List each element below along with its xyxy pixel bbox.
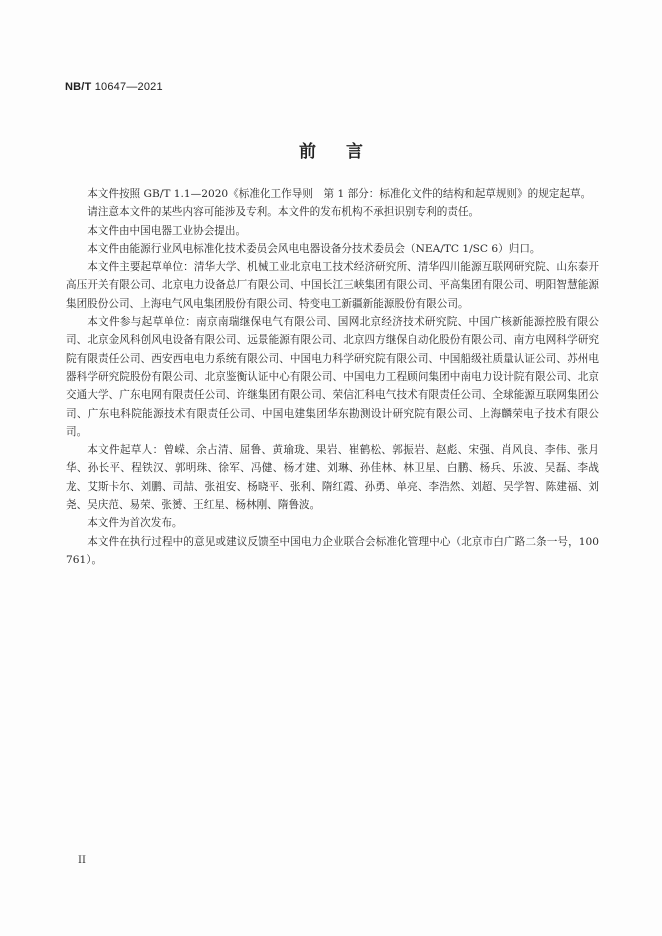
foreword-body (66, 185, 599, 569)
paragraph-main-drafting-units: 本文件主要起草单位：清华大学、机械工业北京电工技术经济研究所、清华四川能源互联网研究院、山东泰开高压开关有限公司、北京电力设备总厂有限公司、中国长江三峡集团有限公司、平高集团有限公司、明阳智慧能源集团股份公司、上海电气风电集团股份有限公司、特变电工新疆新能源股份有限公司。 (66, 261, 599, 310)
paragraph-drafting-rules: 本文件按照 GB/T 1.1—2020《标准化工作导则 第 1 部分：标准化文件的结构和起草规则》的规定起草。 (87, 188, 592, 200)
paragraph-proposer: 本文件由中国电器工业协会提出。 (87, 224, 247, 237)
standard-code-prefix: NB/T (65, 81, 92, 93)
paragraph-patent-notice: 请注意本文件的某些内容可能涉及专利。本文件的发布机构不承担识别专利的责任。 (87, 206, 480, 219)
standard-code (65, 81, 163, 93)
standard-code-number: 10647—2021 (94, 81, 163, 93)
title-char-1: 前 (299, 142, 316, 162)
paragraph-first-release: 本文件为首次发布。 (87, 517, 183, 530)
page-title (0, 137, 662, 162)
title-char-2: 言 (346, 142, 363, 162)
paragraph-participating-units: 本文件参与起草单位：南京南瑞继保电气有限公司、国网北京经济技术研究院、中国广核新能源控股有限公司、北京金风科创风电设备有限公司、远景能源有限公司、北京四方继保自动化股份有限公司、南方电网科学研究院有限责任公司、西安西电电力系统有限公司、中国电力科学研究院有限公司、中国船级社质量认证公司、苏州电器科学研究院股份有限公司、北京鉴衡认证中心有限公司、中国电力工程顾问集团中南电力设计院有限公司、北京交通大学、广东电网有限责任公司、许继集团有限公司、荣信汇科电气技术有限责任公司、全球能源互联网集团公司、广东电科院能源技术有限责任公司、中国电建集团华东勘测设计研究院有限公司、上海麟荣电子技术有限公司。 (66, 316, 599, 438)
paragraph-feedback: 本文件在执行过程中的意见或建议反馈至中国电力企业联合会标准化管理中心（北京市白广路二条一号，100761）。 (66, 535, 599, 566)
paragraph-committee: 本文件由能源行业风电标准化技术委员会风电电器设备分技术委员会（NEA/TC 1/SC 6）归口。 (87, 242, 541, 255)
page-number: II (78, 855, 86, 866)
paragraph-drafters: 本文件起草人：曾嵘、余占清、屈鲁、黄瑜珑、果岩、崔鹤松、郭振岩、赵彪、宋强、肖风良、李伟、张月华、孙长平、程铁汉、郭明珠、徐军、冯健、杨才建、刘琳、孙佳林、林卫星、白鹏、杨兵、乐波、吴磊、李战龙、艾斯卡尔、刘鹏、司喆、张祖安、杨晓平、张利、隋红霞、孙勇、单亮、李浩然、刘超、吴学智、陈建福、刘尧、吴庆范、易荣、张赟、王红星、杨林刚、隋鲁波。 (66, 444, 599, 512)
